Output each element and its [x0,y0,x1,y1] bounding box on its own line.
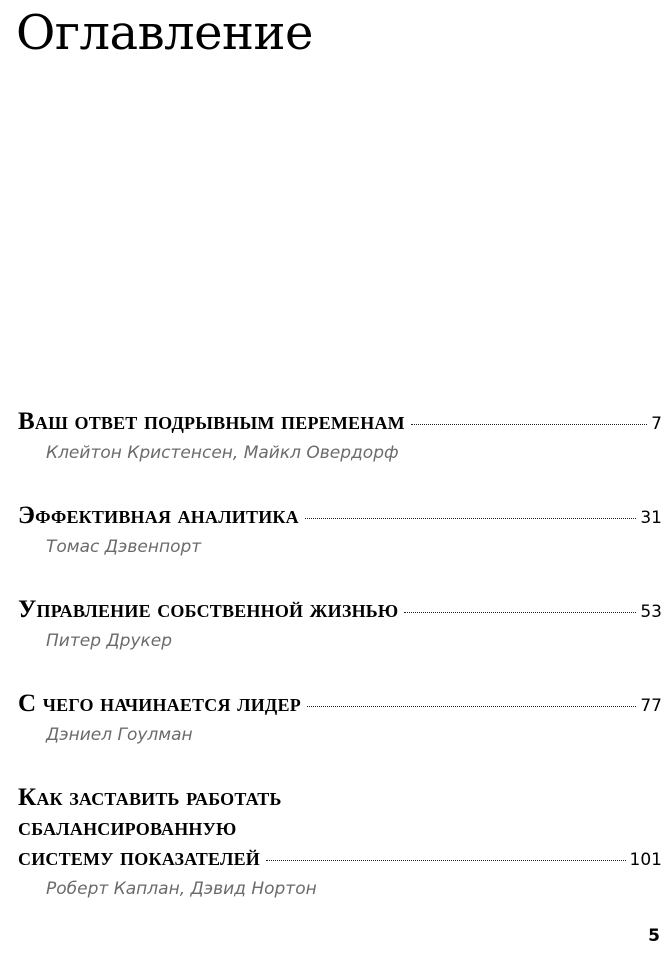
toc-authors: Роберт Каплан, Дэвид Нортон [46,879,317,899]
toc-title-line [18,408,662,438]
page-number: 5 [648,926,660,946]
toc-entry[interactable] [18,408,662,464]
toc-title: Эффективная аналитика [18,502,299,529]
toc-title: Как заставить работать [18,784,282,811]
toc-authors: Томас Дэвенпорт [46,537,202,557]
toc-title: Управление собственной жизнью [18,596,399,623]
page-title: Оглавление [16,5,313,61]
toc-title-line [18,502,662,532]
dot-leader [305,518,636,519]
dot-leader [404,612,636,613]
toc-title-line [18,814,662,844]
table-of-contents [18,408,662,938]
toc-authors: Дэниел Гоулман [46,725,193,745]
toc-authors: Клейтон Кристенсен, Майкл Овердорф [46,443,399,463]
toc-title: систему показателей [18,844,260,871]
toc-entry[interactable] [18,784,662,900]
toc-page-number: 31 [640,508,662,528]
toc-authors: Питер Друкер [46,631,173,651]
dot-leader [266,860,626,861]
toc-page-number: 53 [640,602,662,622]
toc-page-number: 7 [651,414,662,434]
toc-entry[interactable] [18,502,662,558]
toc-page-number: 101 [629,850,662,870]
toc-entry[interactable] [18,596,662,652]
toc-title-line [18,844,662,874]
dot-leader [411,424,647,425]
toc-title: сбалансированную [18,814,237,841]
toc-title: Ваш ответ подрывным переменам [18,408,405,435]
toc-title-line [18,596,662,626]
dot-leader [307,706,636,707]
toc-page-number: 77 [640,696,662,716]
toc-entry[interactable] [18,690,662,746]
toc-title-line [18,784,662,814]
toc-title: С чего начинается лидер [18,690,301,717]
toc-title-line [18,690,662,720]
